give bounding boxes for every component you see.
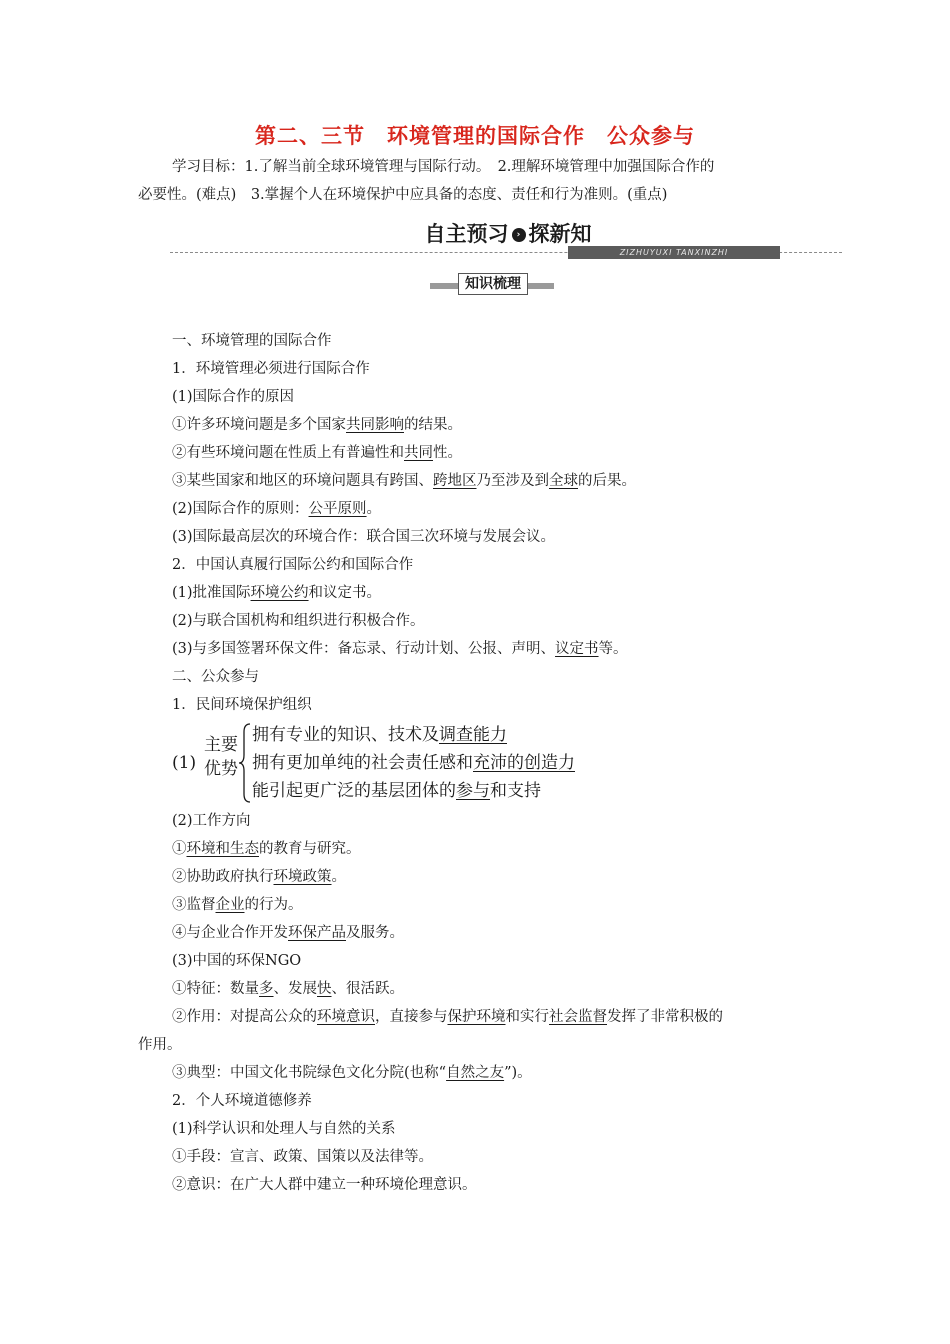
heading-2: 二、公众参与 — [172, 669, 259, 685]
arrow-right-icon: › — [512, 228, 526, 242]
list-item: ③监督企业的行为。 — [172, 897, 303, 913]
advantage-item: 拥有专业的知识、技术及调查能力 — [252, 725, 507, 745]
list-item: ①许多环境问题是多个国家共同影响的结果。 — [172, 417, 462, 433]
answer-blank: 环境政策 — [273, 869, 332, 885]
preview-banner — [170, 218, 842, 260]
banner-right-text: 探新知 — [528, 222, 592, 246]
list-item: (2)国际合作的原则：公平原则。 — [172, 501, 382, 517]
list-item-continuation: 作用。 — [138, 1037, 182, 1053]
answer-blank: 参与 — [456, 781, 490, 801]
advantage-item: 拥有更加单纯的社会责任感和充沛的创造力 — [252, 753, 575, 773]
answer-blank: 共同影响 — [346, 417, 404, 433]
list-item: (2)工作方向 — [172, 813, 251, 829]
advantages-list — [252, 721, 575, 805]
advantages-label: 主要 优势 — [204, 735, 238, 779]
answer-blank: 保护环境 — [447, 1009, 506, 1025]
advantages-number: (1) — [172, 753, 197, 773]
answer-blank: 调查能力 — [439, 725, 507, 745]
answer-blank: 跨地区 — [433, 473, 477, 489]
learning-goals — [138, 153, 818, 209]
answer-blank: 快 — [317, 981, 332, 997]
list-item: ②协助政府执行环境政策。 — [172, 869, 346, 885]
list-item: ①手段：宣言、政策、国策以及法律等。 — [172, 1149, 433, 1165]
subheading-1-2: 2．中国认真履行国际公约和国际合作 — [172, 557, 414, 573]
list-item: (1)科学认识和处理人与自然的关系 — [172, 1121, 396, 1137]
content-body — [138, 327, 832, 1199]
answer-blank: 多 — [259, 981, 274, 997]
answer-blank: 环境公约 — [250, 585, 309, 601]
subheading-1-1: 1．环境管理必须进行国际合作 — [172, 361, 370, 377]
answer-blank: 企业 — [215, 897, 245, 913]
heading-1: 一、环境管理的国际合作 — [172, 333, 332, 349]
page-title: 第二、三节 环境管理的国际合作 公众参与 — [255, 124, 695, 148]
left-brace-icon — [238, 721, 252, 805]
answer-blank: 环保产品 — [288, 925, 346, 941]
list-item: (3)与多国签署环保文件：备忘录、行动计划、公报、声明、议定书等。 — [172, 641, 628, 657]
goals-line-2: 必要性。(难点) 3.掌握个人在环境保护中应具备的态度、责任和行为准则。(重点) — [138, 187, 668, 203]
banner-left-text: 自主预习 — [424, 222, 509, 246]
banner-subtitle: ZIZHUYUXI TANXINZHI — [568, 246, 780, 259]
section-label — [430, 273, 554, 297]
section-label-text: 知识梳理 — [458, 273, 528, 295]
list-item: ②作用：对提高公众的环境意识，直接参与保护环境和实行社会监督发挥了非常积极的 — [172, 1009, 723, 1025]
list-item: ①环境和生态的教育与研究。 — [172, 841, 361, 857]
advantage-item: 能引起更广泛的基层团体的参与和支持 — [252, 781, 541, 801]
list-item: (3)中国的环保NGO — [172, 953, 302, 969]
answer-blank: 环境和生态 — [186, 841, 259, 857]
answer-blank: 全球 — [549, 473, 578, 489]
list-item: (2)与联合国机构和组织进行积极合作。 — [172, 613, 425, 629]
goals-line-1: 学习目标：1.了解当前全球环境管理与国际行动。 2.理解环境管理中加强国际合作的 — [172, 159, 715, 175]
list-item: (3)国际最高层次的环境合作：联合国三次环境与发展会议。 — [172, 529, 556, 545]
banner-title — [413, 218, 603, 246]
list-item: ④与企业合作开发环保产品及服务。 — [172, 925, 404, 941]
answer-blank: 社会监督 — [549, 1009, 607, 1025]
answer-blank: 充沛的创造力 — [473, 753, 575, 773]
advantages-block — [172, 721, 832, 805]
subheading-2-1: 1．民间环境保护组织 — [172, 697, 312, 713]
answer-blank: 自然之友 — [446, 1065, 505, 1081]
answer-blank: 议定书 — [555, 641, 599, 657]
list-item: ②有些环境问题在性质上有普遍性和共同性。 — [172, 445, 462, 461]
answer-blank: 共同 — [404, 445, 433, 461]
item-reasons: (1)国际合作的原因 — [172, 389, 295, 405]
answer-blank: 公平原则 — [308, 501, 367, 517]
list-item: ③典型：中国文化书院绿色文化分院(也称“自然之友”)。 — [172, 1065, 532, 1081]
list-item: (1)批准国际环境公约和议定书。 — [172, 585, 382, 601]
list-item: ①特征：数量多、发展快、很活跃。 — [172, 981, 404, 997]
list-item: ③某些国家和地区的环境问题具有跨国、跨地区乃至涉及到全球的后果。 — [172, 473, 636, 489]
answer-blank: 环境意识 — [317, 1009, 375, 1025]
subheading-2-2: 2．个人环境道德修养 — [172, 1093, 312, 1109]
list-item: ②意识：在广大人群中建立一种环境伦理意识。 — [172, 1177, 477, 1193]
